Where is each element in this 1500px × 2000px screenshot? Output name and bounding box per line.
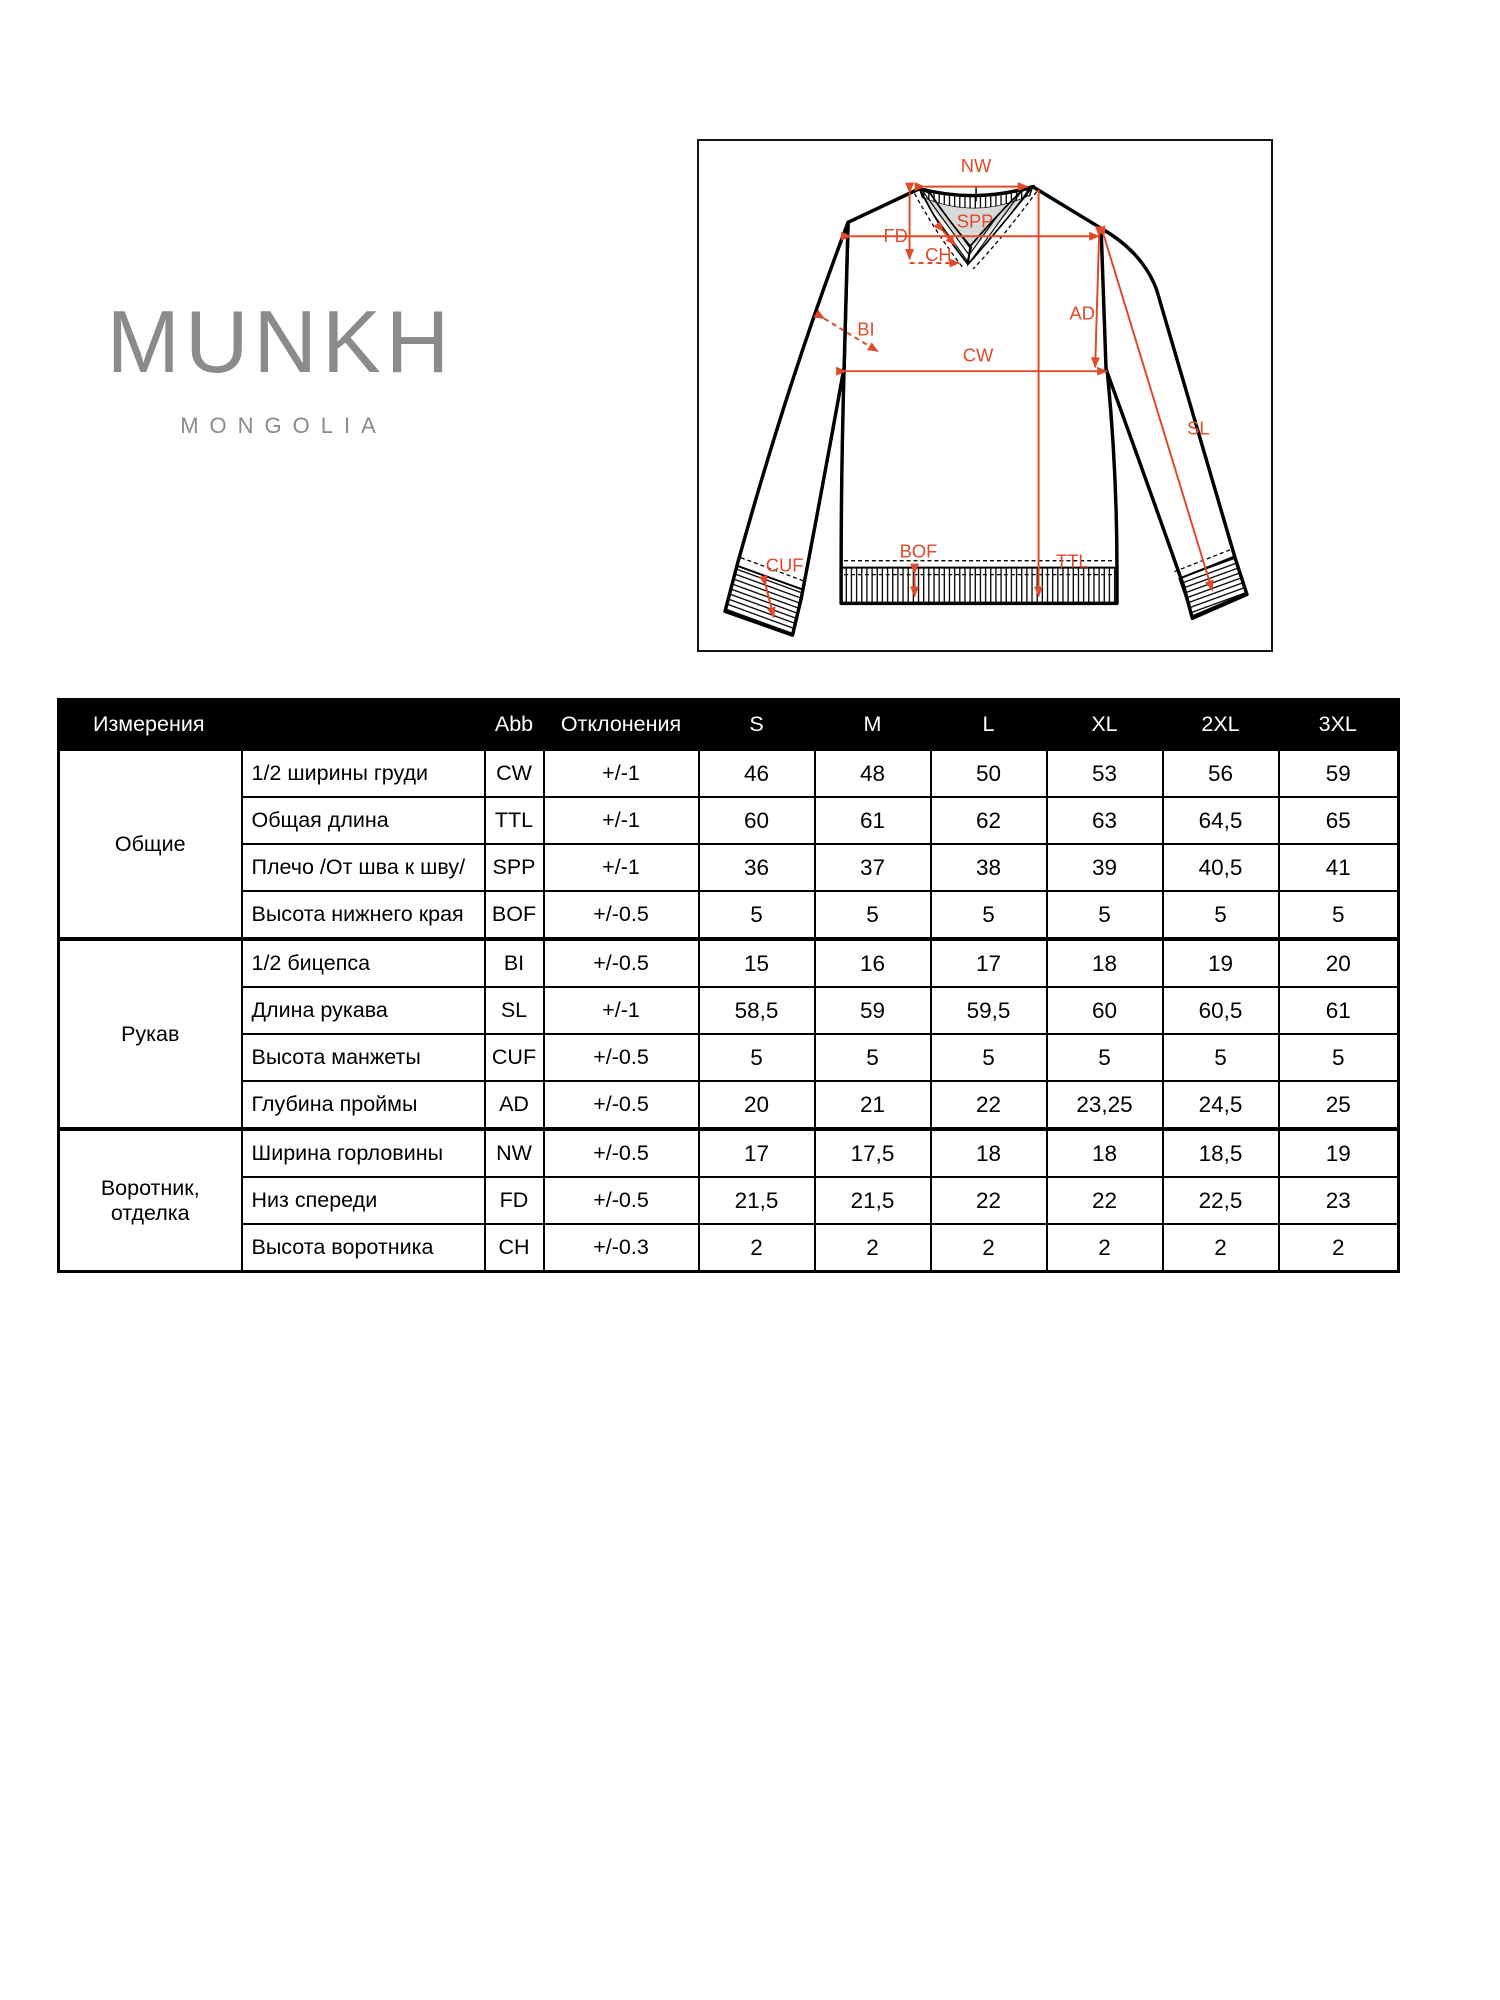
measurement-label-cuf: CUF [765,554,804,576]
tol-cell: +/-0.5 [544,1081,699,1129]
column-header-abb: Abb [485,700,544,750]
val-cell: 18 [1047,939,1163,987]
val-cell: 21 [815,1081,931,1129]
tol-cell: +/-0.5 [544,1034,699,1081]
name-cell: 1/2 ширины груди [242,749,485,797]
val-cell: 22,5 [1163,1177,1279,1224]
tol-cell: +/-1 [544,749,699,797]
name-cell: Плечо /От шва к шву/ [242,844,485,891]
val-cell: 2 [815,1224,931,1272]
size-chart-table [57,698,1400,1273]
val-cell: 41 [1279,844,1399,891]
val-cell: 61 [1279,987,1399,1034]
abb-cell: CH [485,1224,544,1272]
val-cell: 65 [1279,797,1399,844]
val-cell: 61 [815,797,931,844]
measurement-label-ch: CH [925,244,952,266]
abb-cell: CW [485,749,544,797]
measurement-label-fd: FD [883,225,908,247]
val-cell: 23,25 [1047,1081,1163,1129]
measurement-label-bof: BOF [899,540,938,562]
val-cell: 50 [931,749,1047,797]
sweater-technical-drawing [699,141,1271,650]
tol-cell: +/-0.5 [544,891,699,939]
val-cell: 5 [1047,1034,1163,1081]
val-cell: 24,5 [1163,1081,1279,1129]
column-header-m: M [815,700,931,750]
val-cell: 5 [699,891,815,939]
column-header-l: L [931,700,1047,750]
val-cell: 5 [931,1034,1047,1081]
column-header-xl: XL [1047,700,1163,750]
name-cell: Длина рукава [242,987,485,1034]
val-cell: 23 [1279,1177,1399,1224]
abb-cell: BOF [485,891,544,939]
val-cell: 21,5 [699,1177,815,1224]
table-row [59,1034,1399,1081]
val-cell: 5 [1163,1034,1279,1081]
val-cell: 39 [1047,844,1163,891]
group-cell: Рукав [59,939,242,1129]
val-cell: 60 [699,797,815,844]
val-cell: 60,5 [1163,987,1279,1034]
measurement-label-ad: AD [1069,302,1095,324]
val-cell: 64,5 [1163,797,1279,844]
val-cell: 20 [1279,939,1399,987]
val-cell: 21,5 [815,1177,931,1224]
val-cell: 5 [931,891,1047,939]
measurement-label-nw: NW [960,154,992,176]
measurement-label-bi: BI [857,318,875,340]
val-cell: 22 [1047,1177,1163,1224]
tol-cell: +/-1 [544,797,699,844]
tol-cell: +/-1 [544,844,699,891]
val-cell: 38 [931,844,1047,891]
val-cell: 18,5 [1163,1129,1279,1177]
table-row [59,891,1399,939]
column-header-2xl: 2XL [1163,700,1279,750]
table-row [59,1081,1399,1129]
val-cell: 2 [1163,1224,1279,1272]
column-header-measurements: Измерения [59,700,485,750]
measurement-label-cw: CW [962,344,994,366]
name-cell: Высота нижнего края [242,891,485,939]
val-cell: 63 [1047,797,1163,844]
val-cell: 46 [699,749,815,797]
val-cell: 25 [1279,1081,1399,1129]
measurement-label-sl: SL [1187,417,1210,439]
val-cell: 18 [931,1129,1047,1177]
val-cell: 5 [1047,891,1163,939]
tol-cell: +/-1 [544,987,699,1034]
val-cell: 5 [815,1034,931,1081]
val-cell: 59 [1279,749,1399,797]
val-cell: 53 [1047,749,1163,797]
table-row [59,1177,1399,1224]
table-row [59,797,1399,844]
measurement-label-spp: SPP [956,210,994,232]
val-cell: 59 [815,987,931,1034]
name-cell: Высота манжеты [242,1034,485,1081]
abb-cell: BI [485,939,544,987]
val-cell: 17 [931,939,1047,987]
val-cell: 19 [1163,939,1279,987]
val-cell: 18 [1047,1129,1163,1177]
abb-cell: TTL [485,797,544,844]
val-cell: 62 [931,797,1047,844]
abb-cell: NW [485,1129,544,1177]
val-cell: 40,5 [1163,844,1279,891]
table-row [59,749,1399,797]
val-cell: 2 [699,1224,815,1272]
table-row [59,844,1399,891]
val-cell: 22 [931,1177,1047,1224]
val-cell: 16 [815,939,931,987]
table-row [59,987,1399,1034]
val-cell: 58,5 [699,987,815,1034]
name-cell: Низ спереди [242,1177,485,1224]
garment-diagram [697,139,1273,652]
abb-cell: SL [485,987,544,1034]
table-row [59,1224,1399,1272]
val-cell: 5 [1279,1034,1399,1081]
brand-logo [100,292,456,439]
abb-cell: CUF [485,1034,544,1081]
name-cell: Высота воротника [242,1224,485,1272]
val-cell: 59,5 [931,987,1047,1034]
abb-cell: AD [485,1081,544,1129]
val-cell: 5 [1163,891,1279,939]
brand-subtitle: MONGOLIA [180,413,387,438]
hem-rib-band [841,568,1117,604]
tol-cell: +/-0.5 [544,1177,699,1224]
name-cell: Общая длина [242,797,485,844]
val-cell: 15 [699,939,815,987]
val-cell: 5 [1279,891,1399,939]
column-header-s: S [699,700,815,750]
name-cell: 1/2 бицепса [242,939,485,987]
val-cell: 5 [699,1034,815,1081]
group-cell: Общие [59,749,242,939]
abb-cell: FD [485,1177,544,1224]
table-row [59,939,1399,987]
measurement-label-ttl: TTL [1056,550,1089,572]
val-cell: 2 [931,1224,1047,1272]
tol-cell: +/-0.3 [544,1224,699,1272]
val-cell: 60 [1047,987,1163,1034]
brand-name: MUNKH [106,292,455,391]
val-cell: 56 [1163,749,1279,797]
val-cell: 19 [1279,1129,1399,1177]
val-cell: 36 [699,844,815,891]
val-cell: 37 [815,844,931,891]
abb-cell: SPP [485,844,544,891]
val-cell: 20 [699,1081,815,1129]
column-header-отклонения: Отклонения [544,700,699,750]
val-cell: 17 [699,1129,815,1177]
group-cell: Воротник, отделка [59,1129,242,1272]
val-cell: 22 [931,1081,1047,1129]
val-cell: 5 [815,891,931,939]
val-cell: 2 [1279,1224,1399,1272]
tol-cell: +/-0.5 [544,939,699,987]
table-row [59,1129,1399,1177]
size-chart [57,698,1400,1273]
val-cell: 17,5 [815,1129,931,1177]
tol-cell: +/-0.5 [544,1129,699,1177]
name-cell: Глубина проймы [242,1081,485,1129]
val-cell: 48 [815,749,931,797]
column-header-3xl: 3XL [1279,700,1399,750]
val-cell: 2 [1047,1224,1163,1272]
name-cell: Ширина горловины [242,1129,485,1177]
table-header-row [59,700,1399,750]
